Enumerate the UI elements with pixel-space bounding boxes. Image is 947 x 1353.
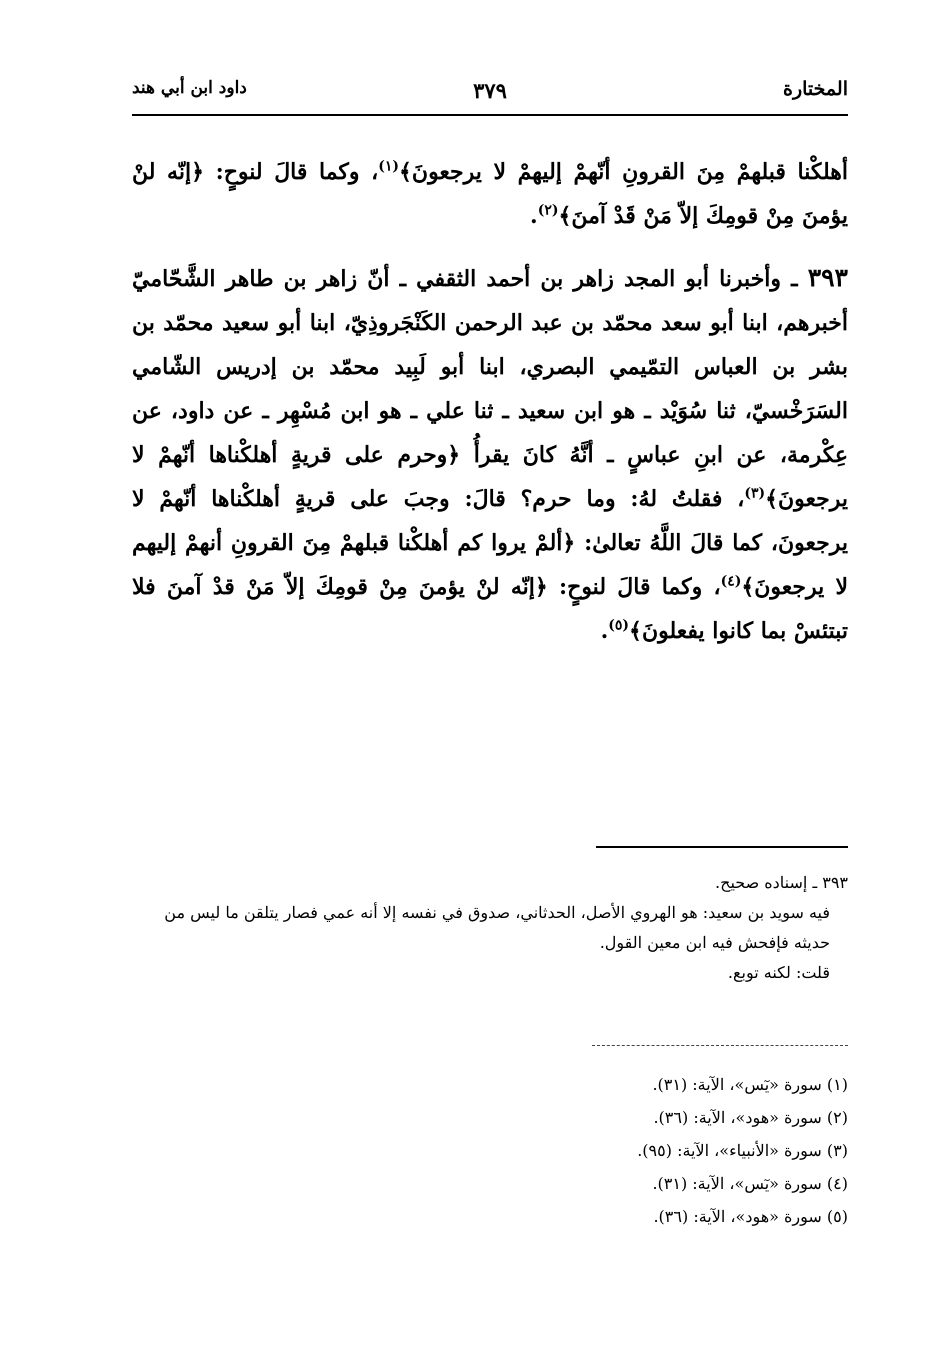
book-title: المختارة: [783, 78, 848, 100]
takhrij-narrator-note: فيه سويد بن سعيد: هو الهروي الأصل، الحدثاني، صدوق في نفسه إلا أنه عمي فصار يتلقن ما ليس من حديثه فإفحش فيه ابن معين القول.: [164, 903, 830, 952]
running-head: [132, 78, 848, 110]
text-run: ، فقلتُ لهُ: وما حرم؟ قالَ: وجبَ على قريةٍ أهلكْناها أنّهمْ لا يرجعونَ، كما قالَ اللَّهُ تعالىٰ: ﴿ألمْ يروا كم أهلكْنا قبلهمْ مِنَ القرونِ أنهمْ إليهم لا يرجعونَ﴾: [132, 486, 849, 600]
main-text: [132, 150, 848, 653]
text-run: .: [530, 203, 538, 229]
text-run: ، وكما قالَ لنوحٍ: ﴿إنّه لنْ يؤمنَ مِنْ قومِكَ إلاّ مَنْ قَدْ آمنَ﴾: [132, 159, 848, 229]
hadith-number: ٣٩٣: [807, 263, 848, 292]
page: [132, 0, 848, 1353]
footnote-rule: [596, 846, 848, 848]
text-run: .: [600, 618, 609, 644]
footnote-ref: (٤): [720, 573, 742, 590]
text-run: أهلكْنا قبلهمْ مِنَ القرونِ أنّهمْ إليهمْ لا يرجعونَ﴾: [399, 159, 849, 185]
paragraph-continuation: [132, 150, 848, 238]
footnote-separator: [592, 1045, 848, 1046]
footnote-item: (٤) سورة «يٓس»، الآية: (٣١).: [652, 1174, 848, 1193]
page-number: ٣٧٩: [473, 78, 507, 103]
chapter-title: داود ابن أبي هند: [132, 78, 247, 98]
takhrij-notes: [132, 868, 848, 988]
footnote-item: (٥) سورة «هود»، الآية: (٣٦).: [653, 1207, 848, 1226]
footnote-list: [132, 1068, 848, 1233]
text-run: ، وكما قالَ لنوحٍ: ﴿إنّه لنْ يؤمنَ مِنْ قومِكَ إلاّ مَنْ قدْ آمنَ فلا تبتئسْ بما كانوا يفعلونَ﴾: [132, 574, 848, 644]
footnote-item: (٢) سورة «هود»، الآية: (٣٦).: [653, 1108, 848, 1127]
footnote-ref: (١): [378, 158, 400, 175]
footnote-ref: (٣): [744, 485, 766, 502]
footnote-ref: (٥): [608, 617, 630, 634]
takhrij-verdict: ٣٩٣ ـ إسناده صحيح.: [715, 873, 848, 892]
text-run: ـ وأخبرنا أبو المجد زاهر بن أحمد الثقفي ـ أنّ زاهر بن طاهر الشَّحّاميّ أخبرهم، ابنا أبو سعد محمّد بن عبد الرحمن الكَنْجَروذِيّ، ابنا أبو سعيد محمّد بن بشر بن العباس التمّيمي البصري، ابنا أبو لَبِيد محمّد بن إدريس الشّامي السَرَخْسيّ، ثنا سُوَيْد ـ هو ابن سعيد ـ ثنا علي ـ هو ابن مُسْهِر ـ عن داود، عن عِكْرمة، عن ابنِ عباسٍ ـ أنَّهُ كانَ يقرأُ ﴿وحرم على قريةٍ أهلكْناها أنّهمْ لا يرجعونَ﴾: [132, 266, 848, 512]
footnote-ref: (٢): [537, 202, 559, 219]
footnote-item: (١) سورة «يٓس»، الآية: (٣١).: [652, 1075, 848, 1094]
header-rule: [132, 114, 848, 116]
hadith-paragraph: [132, 256, 848, 653]
takhrij-remark: قلت: لكنه توبع.: [727, 963, 830, 982]
footnote-item: (٣) سورة «الأنبياء»، الآية: (٩٥).: [637, 1141, 848, 1160]
